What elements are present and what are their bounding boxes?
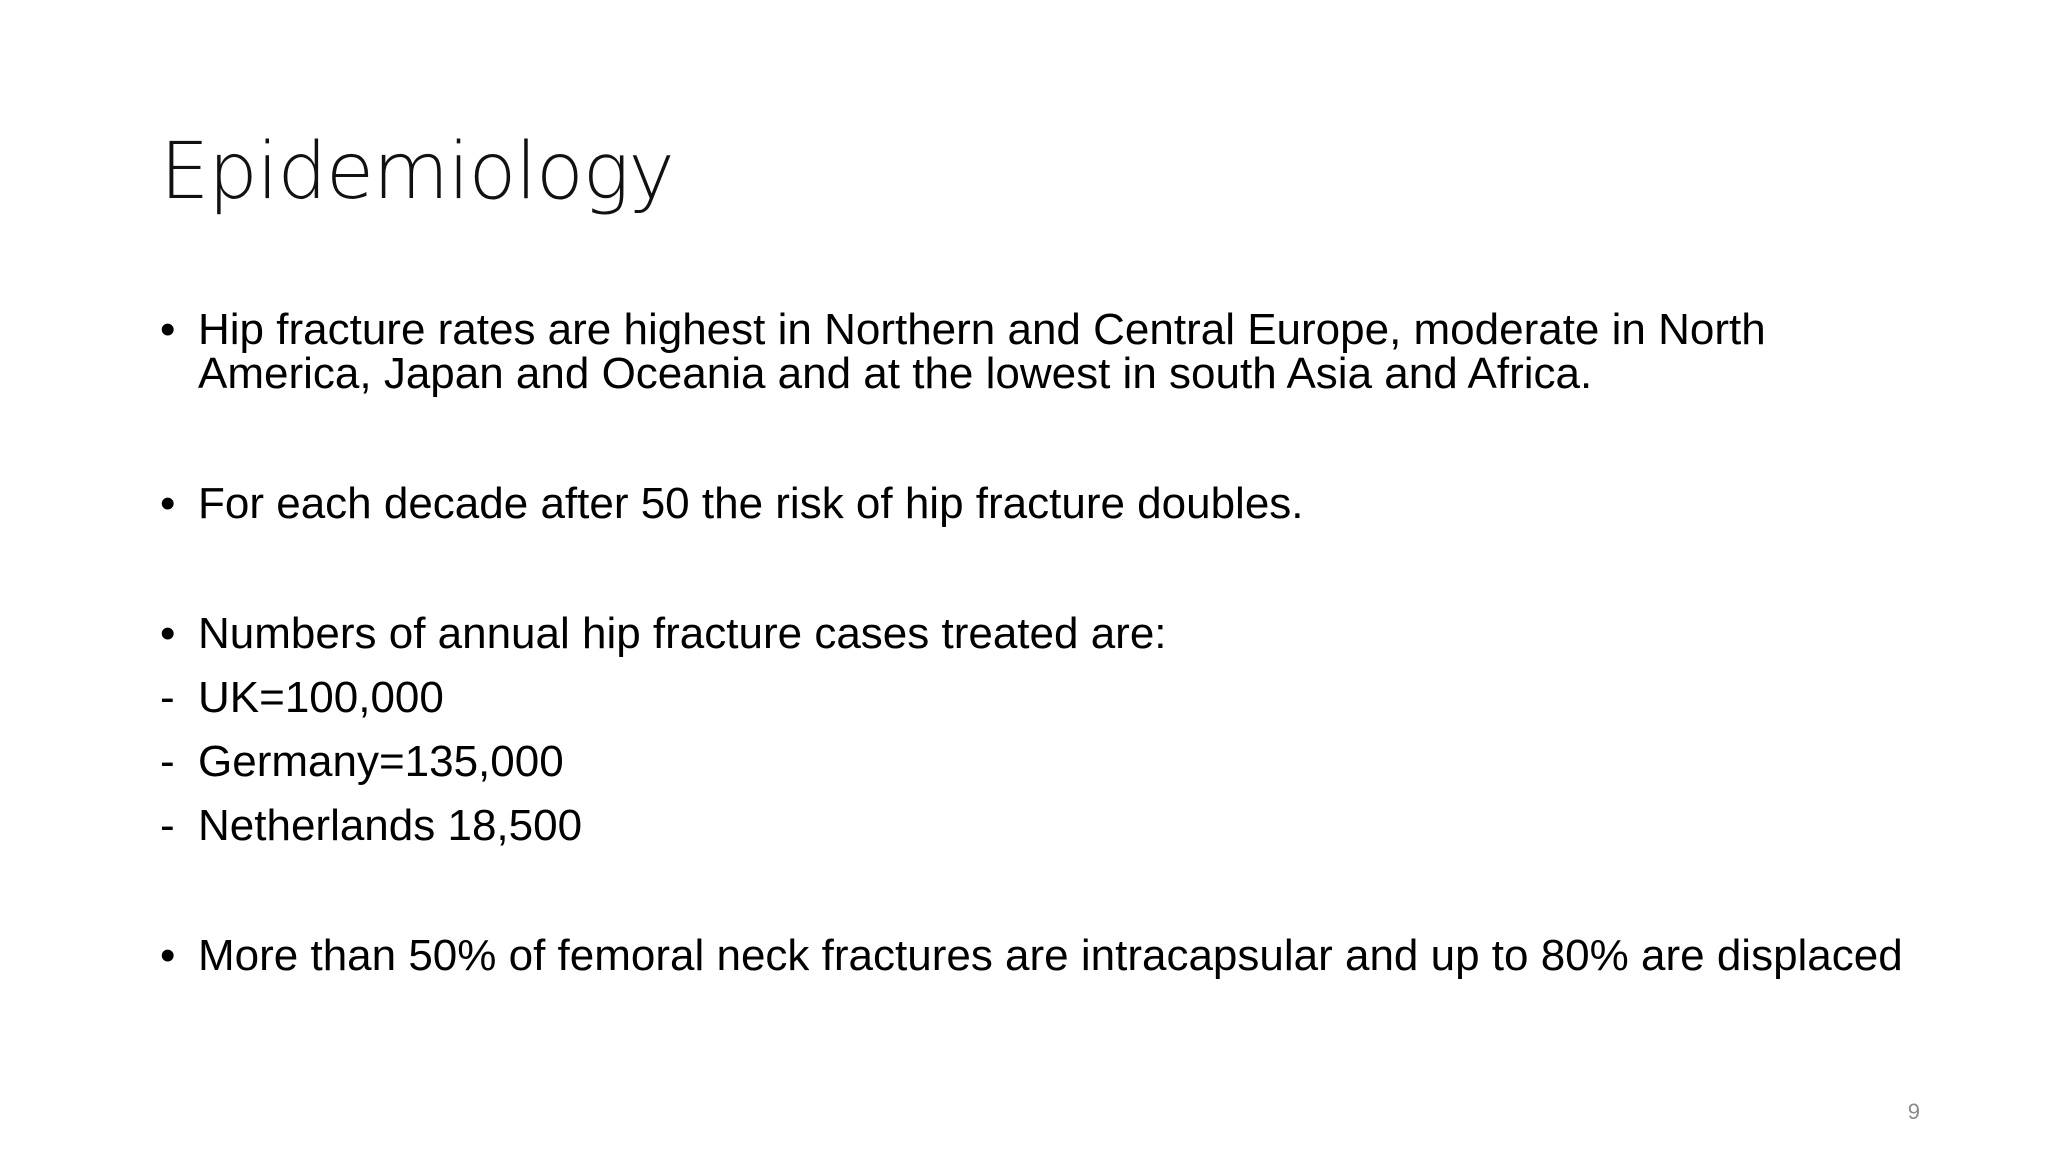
bullet-item bbox=[160, 609, 1920, 658]
bullet-marker: • bbox=[160, 931, 176, 980]
dash-text: UK=100,000 bbox=[198, 673, 444, 722]
bullet-text: Numbers of annual hip fracture cases treated are: bbox=[198, 609, 1167, 658]
page-number: 9 bbox=[1907, 1099, 1920, 1124]
dash-item bbox=[160, 673, 1920, 722]
slide-title: Epidemiology bbox=[160, 127, 674, 217]
dash-item bbox=[160, 737, 1920, 786]
slide-content bbox=[160, 305, 1920, 1064]
dash-item bbox=[160, 801, 1920, 850]
bullet-marker: • bbox=[160, 479, 176, 528]
bullet-marker: • bbox=[160, 305, 176, 354]
bullet-text: For each decade after 50 the risk of hip fracture doubles. bbox=[198, 479, 1304, 528]
bullet-text: More than 50% of femoral neck fractures are intracapsular and up to 80% are displaced bbox=[198, 931, 1903, 980]
bullet-item bbox=[160, 305, 1920, 398]
bullet-item bbox=[160, 479, 1920, 528]
dash-text: Netherlands 18,500 bbox=[198, 801, 583, 850]
dash-marker: - bbox=[160, 673, 175, 722]
bullet-text: Hip fracture rates are highest in Northern and Central Europe, moderate in North America, Japan and Oceania and at the lowest in south Asia and Africa. bbox=[198, 305, 1766, 398]
bullet-marker: • bbox=[160, 609, 176, 658]
dash-marker: - bbox=[160, 801, 175, 850]
dash-text: Germany=135,000 bbox=[198, 737, 564, 786]
bullet-item bbox=[160, 931, 1920, 980]
dash-marker: - bbox=[160, 737, 175, 786]
